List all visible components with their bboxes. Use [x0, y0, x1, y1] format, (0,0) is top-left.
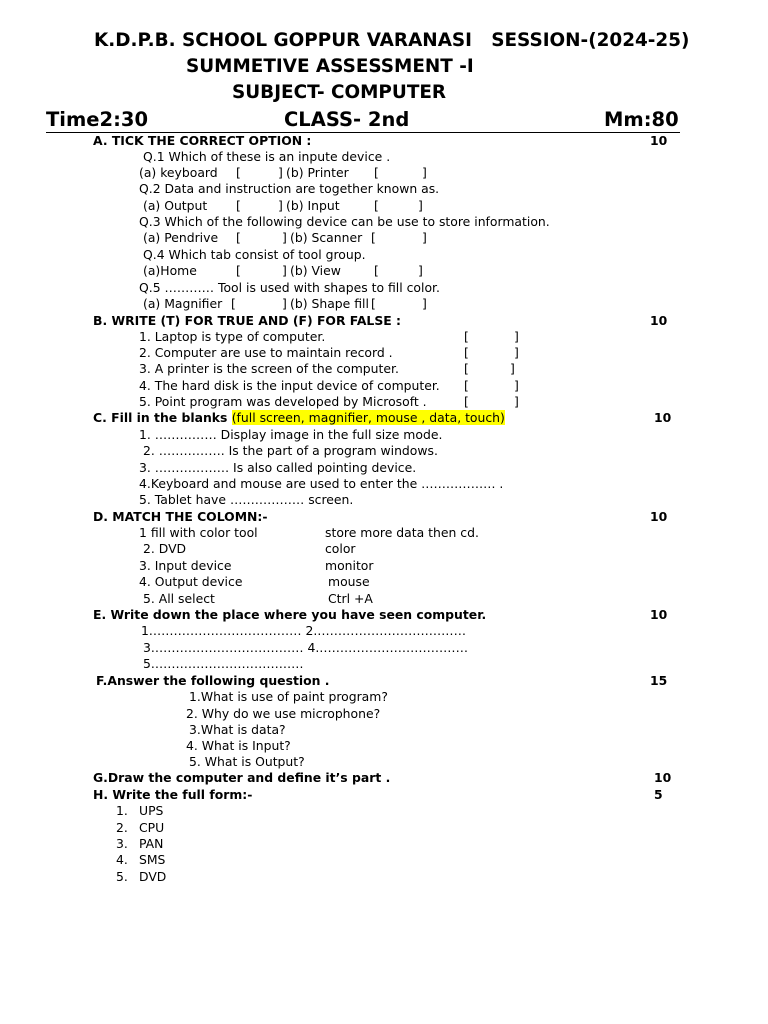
bracket-open: [	[374, 263, 379, 278]
bracket-close: ]	[282, 230, 287, 245]
option-3a: (a) Pendrive	[143, 230, 219, 245]
class-label: CLASS- 2nd	[284, 108, 410, 131]
match-left-5: 5. All select	[143, 591, 215, 606]
question-1: Q.1 Which of these is an inpute device .	[143, 149, 391, 164]
bracket-close: ]	[422, 230, 427, 245]
option-4a: (a)Home	[143, 263, 197, 278]
option-4b: (b) View	[290, 263, 341, 278]
section-c-heading: C. Fill in the blanks	[93, 410, 232, 425]
bracket-open: [	[464, 378, 469, 393]
blank-4: 4.Keyboard and mouse are used to enter the ……………… .	[139, 476, 504, 491]
section-a-marks: 10	[650, 133, 668, 148]
list-number: 1.	[116, 803, 128, 818]
section-b-marks: 10	[650, 313, 668, 328]
section-f-marks: 15	[650, 673, 668, 688]
list-number: 3.	[116, 836, 128, 851]
bracket-open: [	[236, 263, 241, 278]
section-g-title: G.Draw the computer and define it’s part .	[93, 770, 391, 785]
question-5: Q.5 ………… Tool is used with shapes to fill color.	[139, 280, 440, 295]
bracket-open: [	[236, 198, 241, 213]
abbreviation-item: PAN	[139, 836, 164, 851]
abbreviation-item: UPS	[139, 803, 164, 818]
answer-question-4: 4. What is Input?	[186, 738, 291, 753]
statement-5: 5. Point program was developed by Microsoft .	[139, 394, 427, 409]
blank-3: 3. ……………… Is also called pointing device.	[139, 460, 417, 475]
section-c-title	[93, 411, 505, 425]
bracket-close: ]	[278, 198, 283, 213]
blank-2: 2. ……………. Is the part of a program windows.	[143, 443, 438, 458]
bracket-open: [	[371, 230, 376, 245]
section-f-title: F.Answer the following question .	[96, 673, 330, 688]
section-h-title: H. Write the full form:-	[93, 787, 253, 802]
match-left-3: 3. Input device	[139, 558, 232, 573]
bracket-open: [	[464, 345, 469, 360]
section-a-title: A. TICK THE CORRECT OPTION :	[93, 133, 312, 148]
bracket-open: [	[464, 394, 469, 409]
match-left-4: 4. Output device	[139, 574, 243, 589]
assessment-title: SUMMETIVE ASSESSMENT -I	[186, 56, 474, 77]
bracket-open: [	[236, 230, 241, 245]
blank-1: 1. …………… Display image in the full size mode.	[139, 427, 443, 442]
option-1a: (a) keyboard	[139, 165, 218, 180]
match-right-5: Ctrl +A	[328, 591, 373, 606]
bracket-close: ]	[514, 329, 519, 344]
list-number: 4.	[116, 852, 128, 867]
bracket-open: [	[371, 296, 376, 311]
bracket-close: ]	[282, 296, 287, 311]
statement-4: 4. The hard disk is the input device of computer.	[139, 378, 440, 393]
time-label: Time2:30	[46, 108, 149, 131]
section-c-marks: 10	[654, 410, 672, 425]
match-right-3: monitor	[325, 558, 374, 573]
abbreviation-item: SMS	[139, 852, 166, 867]
option-2b: (b) Input	[286, 198, 340, 213]
match-right-1: store more data then cd.	[325, 525, 479, 540]
match-left-2: 2. DVD	[143, 541, 187, 556]
answer-question-2: 2. Why do we use microphone?	[186, 706, 381, 721]
bracket-open: [	[236, 165, 241, 180]
abbreviation-item: CPU	[139, 820, 165, 835]
list-number: 2.	[116, 820, 128, 835]
option-3b: (b) Scanner	[290, 230, 363, 245]
bracket-open: [	[464, 361, 469, 376]
answer-question-1: 1.What is use of paint program?	[189, 689, 388, 704]
section-e-marks: 10	[650, 607, 668, 622]
bracket-close: ]	[514, 394, 519, 409]
question-2: Q.2 Data and instruction are together known as.	[139, 181, 440, 196]
statement-3: 3. A printer is the screen of the computer.	[139, 361, 399, 376]
section-b-title: B. WRITE (T) FOR TRUE AND (F) FOR FALSE :	[93, 313, 401, 328]
match-right-4: mouse	[328, 574, 370, 589]
section-h-marks: 5	[654, 787, 663, 802]
bracket-open: [	[374, 198, 379, 213]
bracket-close: ]	[278, 165, 283, 180]
subject-title: SUBJECT- COMPUTER	[232, 82, 447, 103]
bracket-close: ]	[514, 378, 519, 393]
bracket-close: ]	[282, 263, 287, 278]
abbreviation-item: DVD	[139, 869, 167, 884]
list-number: 5.	[116, 869, 128, 884]
marks-label: Mm:80	[604, 108, 679, 131]
statement-2: 2. Computer are use to maintain record .	[139, 345, 393, 360]
option-2a: (a) Output	[143, 198, 208, 213]
option-5a: (a) Magnifier	[143, 296, 223, 311]
section-d-marks: 10	[650, 509, 668, 524]
answer-question-5: 5. What is Output?	[189, 754, 305, 769]
option-5b: (b) Shape fill	[290, 296, 369, 311]
section-e-title: E. Write down the place where you have seen computer.	[93, 607, 487, 622]
bracket-close: ]	[510, 361, 515, 376]
section-g-marks: 10	[654, 770, 672, 785]
bracket-close: ]	[418, 198, 423, 213]
bracket-close: ]	[514, 345, 519, 360]
question-4: Q.4 Which tab consist of tool group.	[143, 247, 366, 262]
place-line-1: 1.……………………………… 2.………………………………	[141, 623, 466, 638]
question-3: Q.3 Which of the following device can be use to store information.	[139, 214, 550, 229]
word-bank: (full screen, magnifier, mouse , data, touch)	[231, 410, 505, 425]
bracket-close: ]	[418, 263, 423, 278]
bracket-open: [	[374, 165, 379, 180]
answer-question-3: 3.What is data?	[189, 722, 286, 737]
match-left-1: 1 fill with color tool	[139, 525, 258, 540]
place-line-2: 3.……………………………… 4.………………………………	[143, 640, 468, 655]
blank-5: 5. Tablet have ……………… screen.	[139, 492, 354, 507]
bracket-open: [	[231, 296, 236, 311]
bracket-close: ]	[422, 296, 427, 311]
bracket-open: [	[464, 329, 469, 344]
statement-1: 1. Laptop is type of computer.	[139, 329, 326, 344]
school-header: K.D.P.B. SCHOOL GOPPUR VARANASI SESSION-(2024-25)	[94, 30, 690, 51]
section-d-title: D. MATCH THE COLOMN:-	[93, 509, 268, 524]
match-right-2: color	[325, 541, 356, 556]
bracket-close: ]	[422, 165, 427, 180]
place-line-3: 5.………………………………	[143, 656, 304, 671]
option-1b: (b) Printer	[286, 165, 349, 180]
